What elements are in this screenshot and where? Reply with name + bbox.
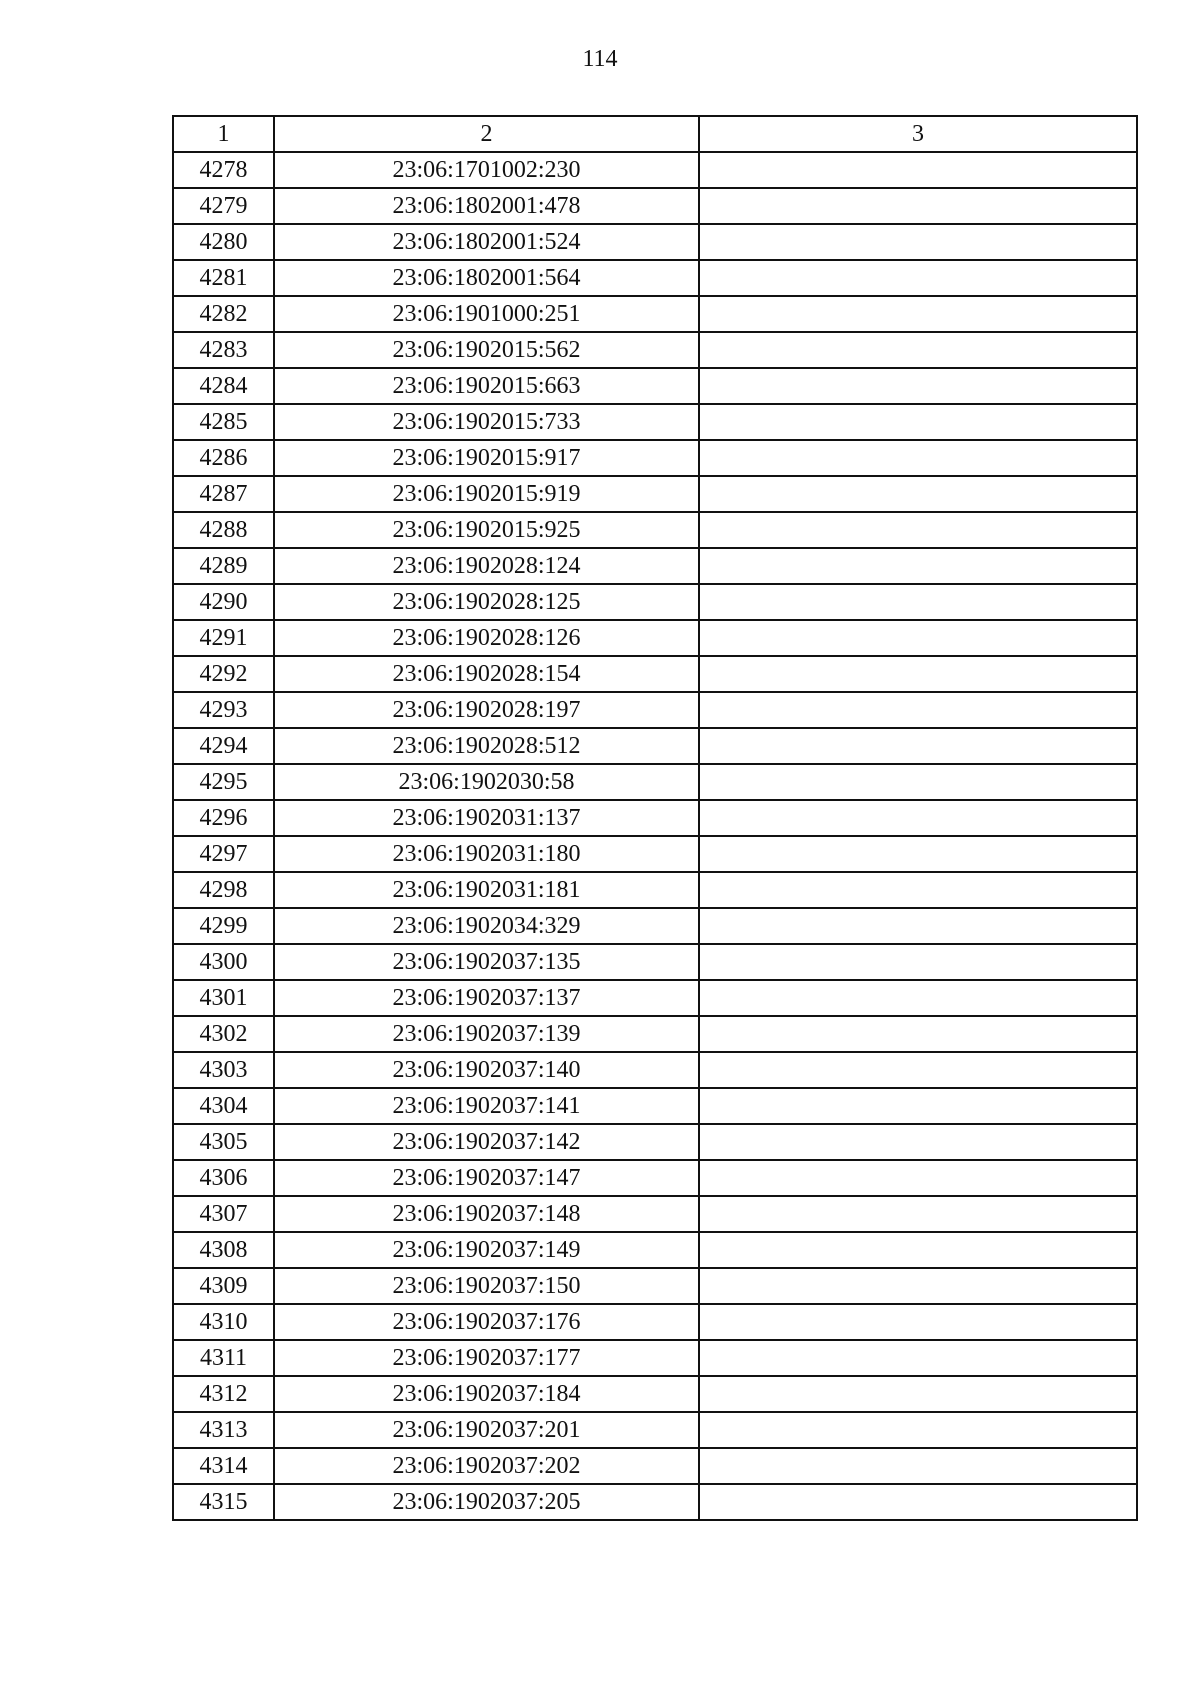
table-row (173, 1196, 1137, 1232)
cadastral-number-cell: 23:06:1901000:251 (274, 296, 699, 332)
cadastral-number-cell: 23:06:1902037:176 (274, 1304, 699, 1340)
page-number: 114 (582, 46, 618, 72)
row-number-cell: 4280 (173, 224, 274, 260)
row-number-cell: 4281 (173, 260, 274, 296)
table-row (173, 1160, 1137, 1196)
row-number-cell: 4293 (173, 692, 274, 728)
cadastral-number-cell: 23:06:1902037:202 (274, 1448, 699, 1484)
cadastral-number-cell: 23:06:1902015:925 (274, 512, 699, 548)
notes-cell (699, 980, 1137, 1016)
cadastral-number-cell: 23:06:1902015:919 (274, 476, 699, 512)
cadastral-number-cell: 23:06:1902037:177 (274, 1340, 699, 1376)
notes-cell (699, 1304, 1137, 1340)
table-row (173, 476, 1137, 512)
cadastral-number-cell: 23:06:1902028:197 (274, 692, 699, 728)
cadastral-number-cell: 23:06:1902031:181 (274, 872, 699, 908)
table-row (173, 1052, 1137, 1088)
row-number-cell: 4306 (173, 1160, 274, 1196)
row-number-cell: 4290 (173, 584, 274, 620)
table-row (173, 224, 1137, 260)
cadastral-number-cell: 23:06:1902015:663 (274, 368, 699, 404)
table-row (173, 1340, 1137, 1376)
cadastral-number-cell: 23:06:1902037:148 (274, 1196, 699, 1232)
notes-cell (699, 800, 1137, 836)
cadastral-number-cell: 23:06:1902037:205 (274, 1484, 699, 1520)
row-number-cell: 4295 (173, 764, 274, 800)
row-number-cell: 4312 (173, 1376, 274, 1412)
row-number-cell: 4315 (173, 1484, 274, 1520)
row-number-cell: 4307 (173, 1196, 274, 1232)
cadastral-number-cell: 23:06:1802001:564 (274, 260, 699, 296)
table-row (173, 980, 1137, 1016)
row-number-cell: 4311 (173, 1340, 274, 1376)
table-row (173, 1268, 1137, 1304)
cadastral-number-cell: 23:06:1902028:125 (274, 584, 699, 620)
row-number-cell: 4296 (173, 800, 274, 836)
row-number-cell: 4287 (173, 476, 274, 512)
table-row (173, 1232, 1137, 1268)
notes-cell (699, 1088, 1137, 1124)
cadastral-number-cell: 23:06:1902037:142 (274, 1124, 699, 1160)
notes-cell (699, 1232, 1137, 1268)
notes-cell (699, 1160, 1137, 1196)
cadastral-number-cell: 23:06:1902028:126 (274, 620, 699, 656)
cadastral-number-cell: 23:06:1902037:140 (274, 1052, 699, 1088)
cadastral-number-cell: 23:06:1902037:150 (274, 1268, 699, 1304)
row-number-cell: 4310 (173, 1304, 274, 1340)
cadastral-number-cell: 23:06:1902031:180 (274, 836, 699, 872)
notes-cell (699, 1376, 1137, 1412)
notes-cell (699, 1340, 1137, 1376)
row-number-cell: 4304 (173, 1088, 274, 1124)
column-header-1: 1 (173, 116, 274, 152)
row-number-cell: 4308 (173, 1232, 274, 1268)
row-number-cell: 4302 (173, 1016, 274, 1052)
table-row (173, 296, 1137, 332)
column-header-2: 2 (274, 116, 699, 152)
cadastral-number-cell: 23:06:1701002:230 (274, 152, 699, 188)
table-row (173, 1016, 1137, 1052)
notes-cell (699, 1124, 1137, 1160)
table-row (173, 656, 1137, 692)
row-number-cell: 4279 (173, 188, 274, 224)
table-row (173, 728, 1137, 764)
notes-cell (699, 584, 1137, 620)
notes-cell (699, 656, 1137, 692)
table-row (173, 764, 1137, 800)
table-row (173, 872, 1137, 908)
table-row (173, 1448, 1137, 1484)
notes-cell (699, 1412, 1137, 1448)
row-number-cell: 4313 (173, 1412, 274, 1448)
row-number-cell: 4286 (173, 440, 274, 476)
column-header-3: 3 (699, 116, 1137, 152)
header-row (173, 116, 1137, 152)
cadastral-number-cell: 23:06:1902030:58 (274, 764, 699, 800)
cadastral-number-cell: 23:06:1902037:184 (274, 1376, 699, 1412)
row-number-cell: 4298 (173, 872, 274, 908)
notes-cell (699, 1196, 1137, 1232)
cadastral-number-cell: 23:06:1902028:512 (274, 728, 699, 764)
notes-cell (699, 1052, 1137, 1088)
notes-cell (699, 404, 1137, 440)
row-number-cell: 4300 (173, 944, 274, 980)
row-number-cell: 4309 (173, 1268, 274, 1304)
notes-cell (699, 692, 1137, 728)
cadastral-number-cell: 23:06:1902037:147 (274, 1160, 699, 1196)
table-row (173, 1412, 1137, 1448)
notes-cell (699, 188, 1137, 224)
cadastral-number-cell: 23:06:1802001:478 (274, 188, 699, 224)
cadastral-number-cell: 23:06:1902028:154 (274, 656, 699, 692)
table-row (173, 404, 1137, 440)
notes-cell (699, 224, 1137, 260)
notes-cell (699, 332, 1137, 368)
cadastral-number-cell: 23:06:1902037:201 (274, 1412, 699, 1448)
row-number-cell: 4297 (173, 836, 274, 872)
table-row (173, 1484, 1137, 1520)
table-row (173, 584, 1137, 620)
row-number-cell: 4289 (173, 548, 274, 584)
row-number-cell: 4292 (173, 656, 274, 692)
table-row (173, 908, 1137, 944)
row-number-cell: 4285 (173, 404, 274, 440)
notes-cell (699, 476, 1137, 512)
table-row (173, 152, 1137, 188)
notes-cell (699, 944, 1137, 980)
row-number-cell: 4299 (173, 908, 274, 944)
notes-cell (699, 1016, 1137, 1052)
row-number-cell: 4291 (173, 620, 274, 656)
notes-cell (699, 908, 1137, 944)
cadastral-number-cell: 23:06:1802001:524 (274, 224, 699, 260)
table-row (173, 800, 1137, 836)
table-row (173, 368, 1137, 404)
table-row (173, 1304, 1137, 1340)
table-row (173, 188, 1137, 224)
cadastral-number-cell: 23:06:1902037:141 (274, 1088, 699, 1124)
notes-cell (699, 1268, 1137, 1304)
notes-cell (699, 512, 1137, 548)
table-row (173, 440, 1137, 476)
table-row (173, 692, 1137, 728)
table-row (173, 620, 1137, 656)
row-number-cell: 4301 (173, 980, 274, 1016)
cadastral-number-cell: 23:06:1902031:137 (274, 800, 699, 836)
data-table (172, 115, 1138, 1521)
table-row (173, 836, 1137, 872)
notes-cell (699, 836, 1137, 872)
row-number-cell: 4314 (173, 1448, 274, 1484)
cadastral-number-cell: 23:06:1902015:733 (274, 404, 699, 440)
table-row (173, 512, 1137, 548)
table-body (173, 152, 1137, 1520)
notes-cell (699, 728, 1137, 764)
cadastral-number-cell: 23:06:1902037:135 (274, 944, 699, 980)
notes-cell (699, 1484, 1137, 1520)
notes-cell (699, 764, 1137, 800)
table-row (173, 260, 1137, 296)
row-number-cell: 4284 (173, 368, 274, 404)
notes-cell (699, 152, 1137, 188)
notes-cell (699, 440, 1137, 476)
table-row (173, 1088, 1137, 1124)
cadastral-number-cell: 23:06:1902015:917 (274, 440, 699, 476)
cadastral-number-cell: 23:06:1902015:562 (274, 332, 699, 368)
table-header (173, 116, 1137, 152)
row-number-cell: 4282 (173, 296, 274, 332)
row-number-cell: 4305 (173, 1124, 274, 1160)
notes-cell (699, 1448, 1137, 1484)
notes-cell (699, 368, 1137, 404)
table-row (173, 1376, 1137, 1412)
cadastral-number-cell: 23:06:1902034:329 (274, 908, 699, 944)
notes-cell (699, 620, 1137, 656)
cadastral-number-cell: 23:06:1902037:149 (274, 1232, 699, 1268)
table-row (173, 332, 1137, 368)
row-number-cell: 4303 (173, 1052, 274, 1088)
notes-cell (699, 872, 1137, 908)
table-row (173, 1124, 1137, 1160)
cadastral-number-cell: 23:06:1902037:137 (274, 980, 699, 1016)
row-number-cell: 4278 (173, 152, 274, 188)
table-row (173, 944, 1137, 980)
notes-cell (699, 296, 1137, 332)
cadastral-number-cell: 23:06:1902028:124 (274, 548, 699, 584)
cadastral-number-cell: 23:06:1902037:139 (274, 1016, 699, 1052)
table-row (173, 548, 1137, 584)
notes-cell (699, 548, 1137, 584)
row-number-cell: 4283 (173, 332, 274, 368)
notes-cell (699, 260, 1137, 296)
row-number-cell: 4288 (173, 512, 274, 548)
row-number-cell: 4294 (173, 728, 274, 764)
